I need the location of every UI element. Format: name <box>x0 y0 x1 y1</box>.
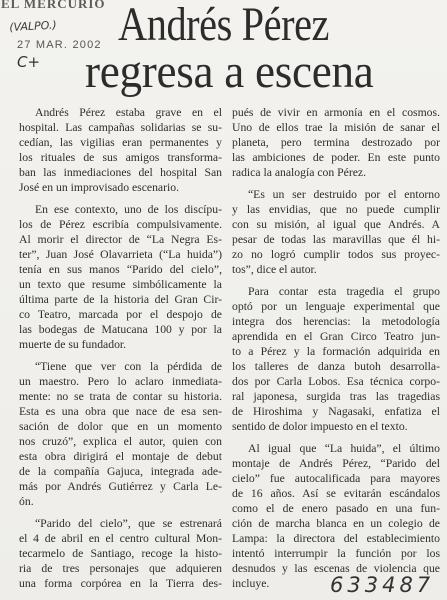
text-line: sentido de dolor impuesto en el texto. <box>232 420 408 433</box>
text-line: ria de tres personajes que adquieren <box>19 562 222 575</box>
text-line: y las envidias, que no puede cumplir <box>232 203 440 216</box>
text-line: las bodegas de Matucana 100 y por la <box>19 323 222 336</box>
text-line: ción de marcha blanca en un colegio de <box>232 517 440 530</box>
text-line: Andrés Pérez estaba grave en el <box>35 106 222 119</box>
text-line: esta obra dirigirá el montaje de debut <box>19 450 222 463</box>
text-line: Al igual que “La huida”, el último <box>248 442 440 455</box>
text-line: José en un improvisado escenario. <box>19 181 180 194</box>
text-line: tecarmelo de Santiago, recoge la histo- <box>19 547 222 560</box>
text-line: última parte de la historia del Gran Cir- <box>19 293 222 306</box>
article-column-right <box>232 105 440 591</box>
text-line: ón. <box>19 495 34 508</box>
text-line: “Parido del cielo”, que se estrenará <box>35 517 222 530</box>
text-line: optó por un lenguaje experimental que <box>232 300 440 313</box>
text-line: to a Pérez y la formación adquirida en <box>232 345 440 358</box>
handwritten-mark: C+ <box>17 53 41 71</box>
headline-line-2: regresa a escena <box>85 45 374 98</box>
text-line: un maestro. Pero lo aclaro inmediata- <box>19 375 222 388</box>
text-line: intentó interrumpir la función por los <box>232 547 440 560</box>
text-line: cielo” fue autocalificada para mayores <box>232 472 440 485</box>
handwritten-city-note: (VALPO.) <box>9 18 57 34</box>
text-line: “Tiene que ver con la pérdida de <box>35 360 222 373</box>
text-line: el 4 de abril en el centro cultural Mon- <box>19 532 222 545</box>
text-line: “Es un ser destruido por el entorno <box>248 188 440 201</box>
paragraph <box>232 284 440 434</box>
text-line: mente: no se trata de contar su historia. <box>19 390 222 403</box>
text-line: montaje de Andrés Pérez, “Parido del <box>232 457 440 470</box>
text-line: ral japonesa, surgida tras las tragedias <box>232 390 440 403</box>
text-line: de la compañía Gajuca, integrada ade- <box>19 465 222 478</box>
handwritten-archive-number: 633487 <box>330 573 435 597</box>
text-line: más por Andrés Gutiérrez y Carla Le- <box>19 480 222 493</box>
text-line: tenía en sus manos “Parido del cielo”, <box>19 263 222 276</box>
paragraph <box>232 105 440 180</box>
text-line: pués de vivir en armonía en el cosmos. <box>232 106 440 119</box>
paragraph <box>19 202 222 352</box>
text-line: desnudos y las escenas de violencia que <box>232 562 440 575</box>
text-line: aprendida en el Gran Circo Teatro jun- <box>232 330 440 343</box>
paragraph <box>19 516 222 591</box>
text-line: de 16 años. Así se evitarán escándalos <box>232 487 440 500</box>
text-line: planeta, pero termina destrozado por <box>232 136 440 149</box>
text-line: Esta es una obra que nace de esa sen- <box>19 405 222 418</box>
text-line: Para contar esta tragedia el grupo <box>248 285 440 298</box>
text-line: zo no logró cumplir todos sus proyec- <box>232 248 440 261</box>
text-line: nos cruzó”, explica el autor, quien con <box>19 435 222 448</box>
text-line: incluye. <box>232 577 270 590</box>
text-line: radica la analogía con Pérez. <box>232 166 367 179</box>
text-line: de Hiroshima y Nagasaki, enfatiza el <box>232 405 440 418</box>
text-line: las ambiciones de poder. En este punto <box>232 151 440 164</box>
paragraph <box>232 187 440 277</box>
date-stamp: 27 MAR. 2002 <box>17 39 102 51</box>
text-line: dos por Carla Lobos. Esa técnica corpo- <box>232 375 440 388</box>
text-line: pesar de todas las maravillas que él hi- <box>232 233 440 246</box>
text-line: los rituales de sus amigos transforma- <box>19 151 222 164</box>
text-line: los talleres de danza butoh desarrolla- <box>232 360 440 373</box>
paragraph <box>19 359 222 509</box>
text-line: En ese contexto, uno de los discípu- <box>35 203 222 216</box>
text-line: cedían, las vigilias eran permanentes y <box>19 136 222 149</box>
article-column-left <box>19 105 222 591</box>
text-line: sación de dolor que en un momento <box>19 420 222 433</box>
text-line: como el de enero pasado en una fun- <box>232 502 440 515</box>
publication-stamp: EL MERCURIO <box>1 0 106 11</box>
text-line: los de Pérez escribía compulsivamente. <box>19 218 222 231</box>
paragraph <box>232 441 440 591</box>
text-line: muerte de su fundador. <box>19 338 127 351</box>
text-line: tos”, dice el autor. <box>232 263 317 276</box>
text-line: co Teatro, marcada por el despojo de <box>19 308 222 321</box>
text-line: ter”, Juan José Olavarrieta (“La huida”) <box>19 248 222 261</box>
text-line: integra dos herencias: la metodología <box>232 315 440 328</box>
text-line: una forma corpórea en la Tierra des- <box>19 577 222 590</box>
text-line: Uno de ellos trae la misión de sanar el <box>232 121 440 134</box>
text-line: Lampa: la directora del establecimiento <box>232 532 440 545</box>
text-line: un texto que resume simbólicamente la <box>19 278 222 291</box>
text-line: Al morir el director de “La Negra Es- <box>19 233 222 246</box>
headline-line-1: Andrés Pérez <box>118 0 330 51</box>
text-line: ban las inmediaciones del hospital San <box>19 166 222 179</box>
paragraph <box>19 105 222 195</box>
text-line: con su misión, al igual que Andrés. A <box>232 218 440 231</box>
text-line: hospital. Las campañas solidarias se su- <box>19 121 222 134</box>
